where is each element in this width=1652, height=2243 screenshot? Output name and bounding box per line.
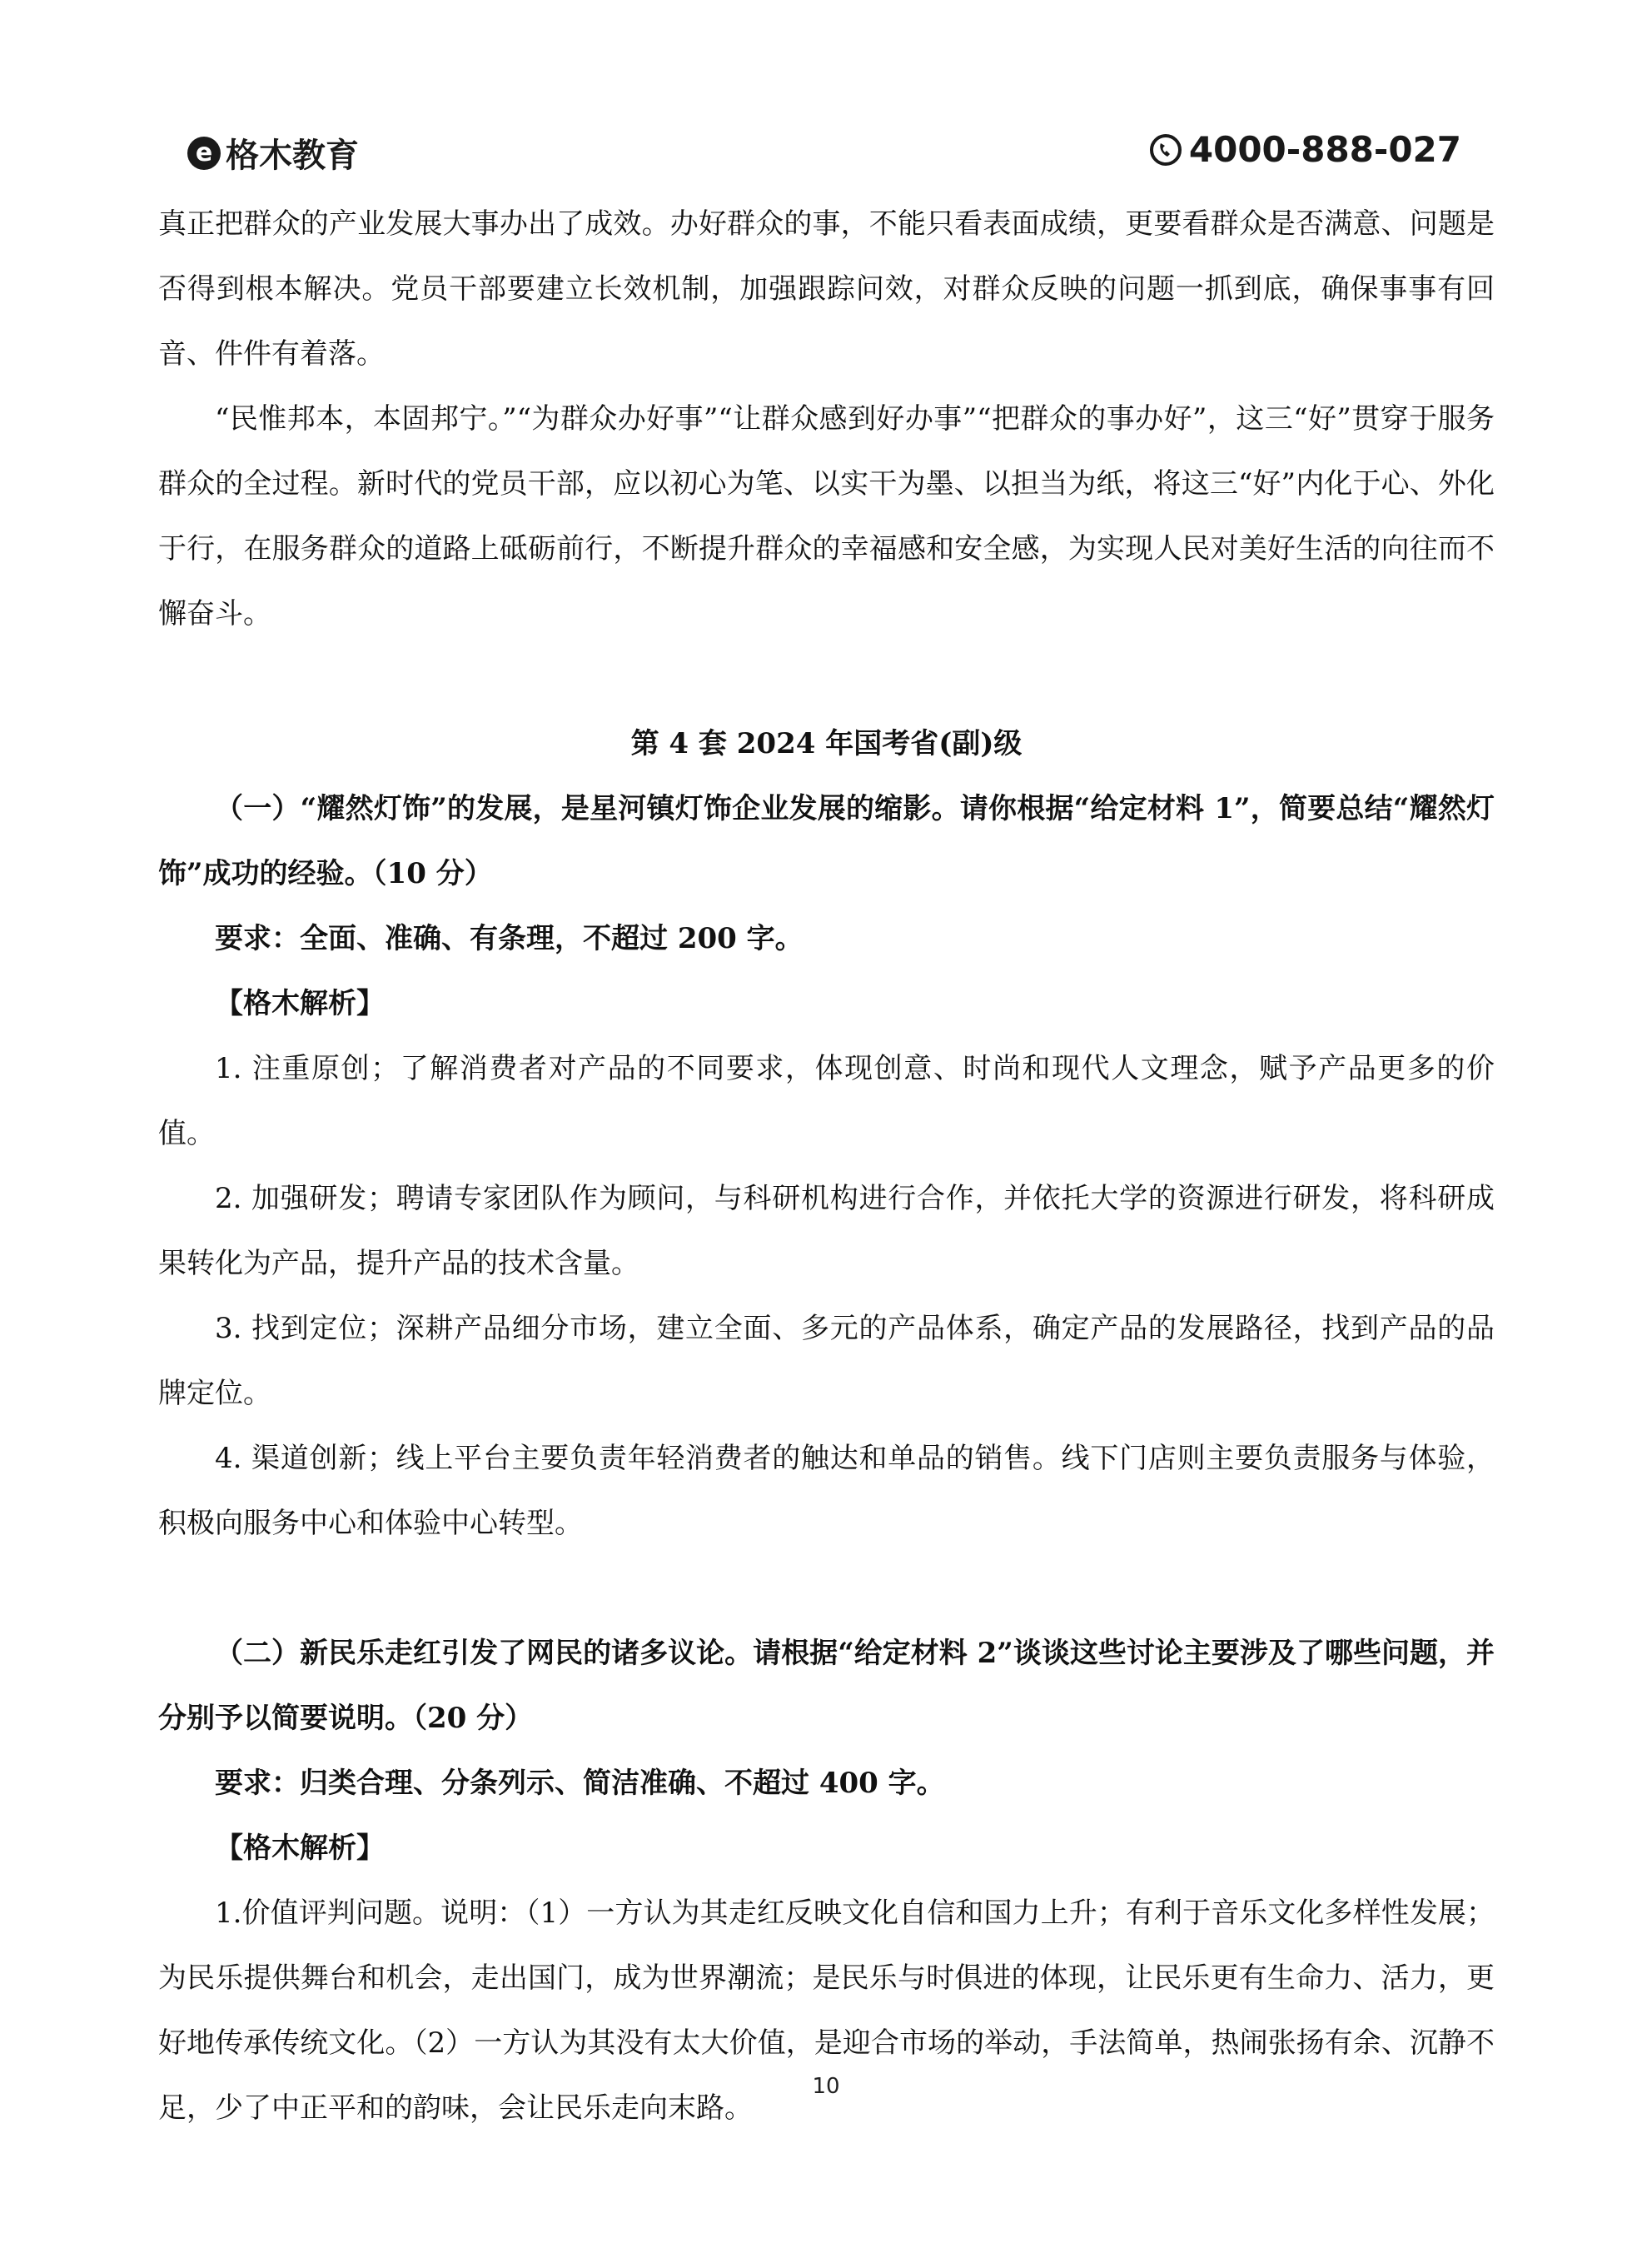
question-2-requirement: 要求：归类合理、分条列示、简洁准确、不超过 400 字。 xyxy=(215,1767,945,1800)
question-1-answer-4: 4. 渠道创新；线上平台主要负责年轻消费者的触达和单品的销售。线下门店则主要负责服务与体验，积极向服务中心和体验中心转型。 xyxy=(158,1442,1495,1540)
question-1-title: （一）“耀然灯饰”的发展，是星河镇灯饰企业发展的缩影。请你根据“给定材料 1”，简要总结“耀然灯饰”成功的经验。（10 分） xyxy=(158,792,1495,890)
document-body xyxy=(158,192,1495,2141)
brand xyxy=(187,129,359,177)
page-number: 10 xyxy=(812,2074,840,2099)
question-1-answer-3: 3. 找到定位；深耕产品细分市场，建立全面、多元的产品体系，确定产品的发展路径，找到产品的品牌定位。 xyxy=(158,1312,1495,1410)
brand-name: 格木教育 xyxy=(226,137,359,175)
phone-icon xyxy=(1149,133,1182,167)
page-header xyxy=(187,129,1461,179)
question-2-title: （二）新民乐走红引发了网民的诸多议论。请根据“给定材料 2”谈谈这些讨论主要涉及了哪些问题，并分别予以简要说明。（20 分） xyxy=(158,1637,1495,1735)
question-2-analysis-label: 【格木解析】 xyxy=(215,1832,385,1865)
question-2-answer-1: 1.价值评判问题。说明：（1）一方认为其走红反映文化自信和国力上升；有利于音乐文化多样性发展；为民乐提供舞台和机会，走出国门，成为世界潮流；是民乐与时俱进的体现，让民乐更有生命力、活力，更好地传承传统文化。（2）一方认为其没有太大价值，是迎合市场的举动，手法简单，热闹张扬有余、沉静不足，少了中正平和的韵味，会让民乐走向末路。 xyxy=(158,1897,1495,2125)
paragraph-conclusion: “民惟邦本，本固邦宁。”“为群众办好事”“让群众感到好办事”“把群众的事办好”，这三“好”贯穿于服务群众的全过程。新时代的党员干部，应以初心为笔、以实干为墨、以担当为纸，将这三“好”内化于心、外化于行，在服务群众的道路上砥砺前行，不断提升群众的幸福感和安全感，为实现人民对美好生活的向往而不懈奋斗。 xyxy=(158,402,1495,631)
brand-logo-icon: e xyxy=(187,137,221,170)
section-title: 第 4 套 2024 年国考省(副)级 xyxy=(630,727,1023,760)
paragraph-continued: 真正把群众的产业发展大事办出了成效。办好群众的事，不能只看表面成绩，更要看群众是否满意、问题是否得到根本解决。党员干部要建立长效机制，加强跟踪问效，对群众反映的问题一抓到底，确保事事有回音、件件有着落。 xyxy=(158,207,1495,371)
question-1-requirement: 要求：全面、准确、有条理，不超过 200 字。 xyxy=(215,922,804,955)
question-1-answer-2: 2. 加强研发；聘请专家团队作为顾问，与科研机构进行合作，并依托大学的资源进行研发，将科研成果转化为产品，提升产品的技术含量。 xyxy=(158,1182,1495,1280)
phone-number: 4000-888-027 xyxy=(1188,129,1461,170)
question-1-analysis-label: 【格木解析】 xyxy=(215,987,385,1020)
phone-contact xyxy=(1149,129,1461,170)
question-1-answer-1: 1. 注重原创；了解消费者对产品的不同要求，体现创意、时尚和现代人文理念，赋予产品更多的价值。 xyxy=(158,1052,1495,1150)
